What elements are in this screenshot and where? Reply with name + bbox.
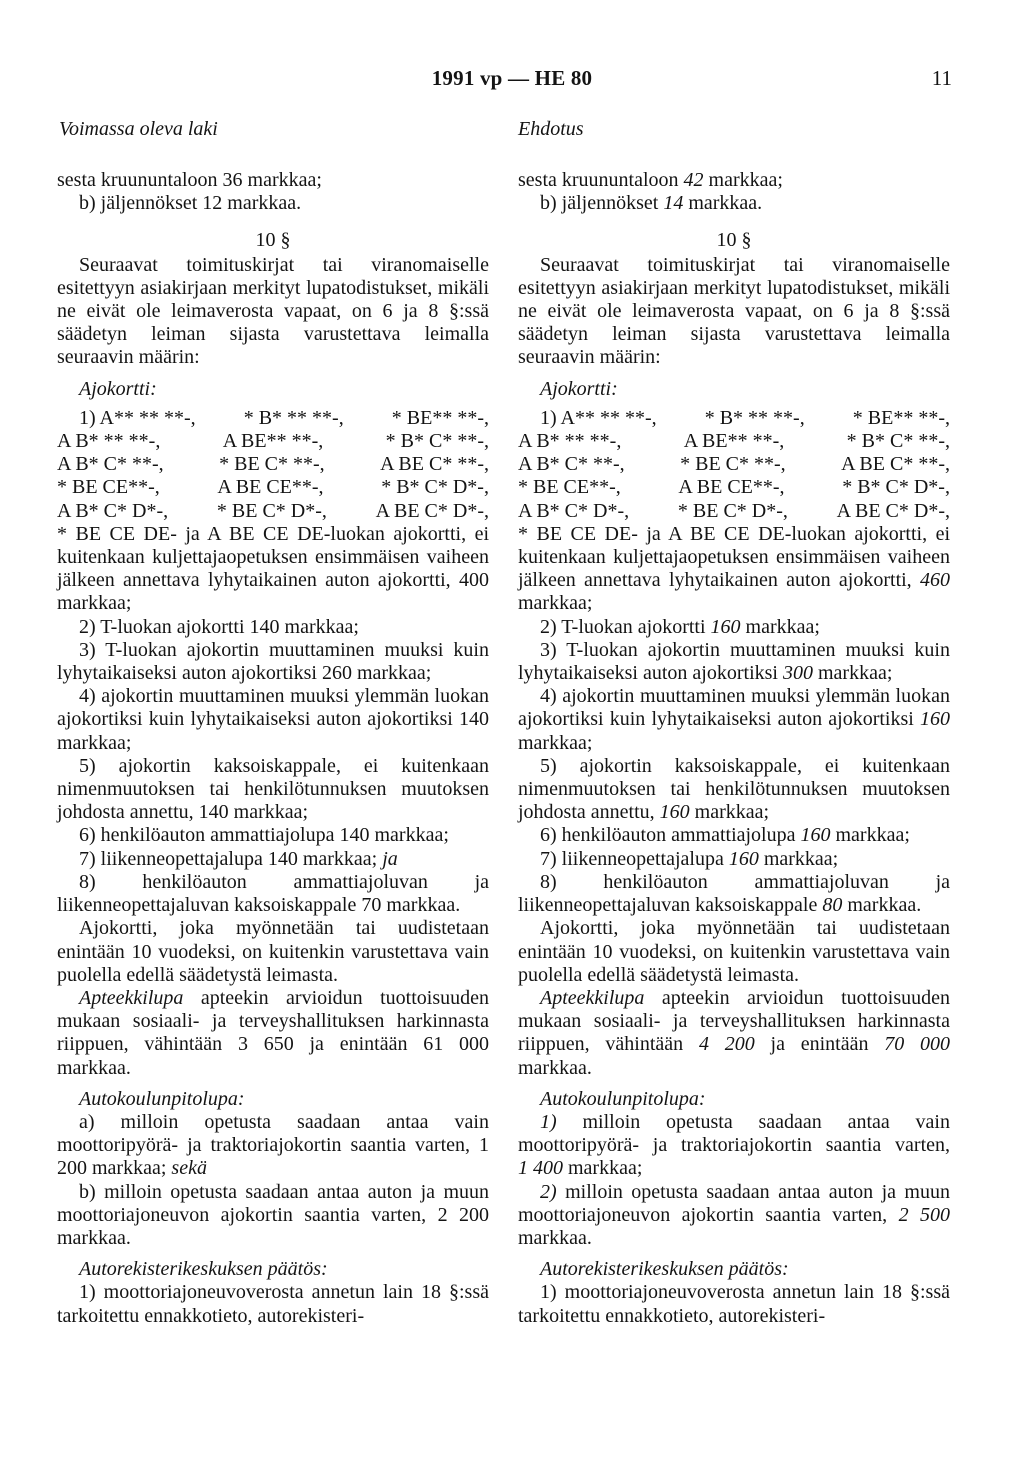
text: sesta kruununtaloon: [518, 169, 684, 191]
column-heading: Voimassa oleva laki: [59, 118, 218, 140]
list-item: [518, 685, 950, 755]
text: markkaa;: [703, 169, 783, 191]
text: milloin opetusta saadaan antaa vain moottoripyörä- ja traktoriajokortin saantia varten,: [518, 1110, 950, 1157]
text: apteekin arvioidun tuottoisuuden mukaan sosiaali- ja terveyshallituksen harkinnasta riippuen, vähintään: [518, 986, 950, 1056]
text: markkaa;: [563, 1157, 643, 1180]
column-heading: Ehdotus: [518, 118, 584, 140]
list-item: 2) T-luokan ajokortti 140 markkaa;: [79, 615, 359, 638]
class-code: * BE C* D*-,: [677, 499, 788, 522]
list-item: b) milloin opetusta saadaan antaa auton ja muun moottoriajoneuvon ajokortin saantia varten, 2 200 markkaa.: [57, 1180, 489, 1249]
class-code: * BE C* **-,: [680, 453, 786, 476]
paragraph: * BE CE DE- ja A BE CE DE-luokan ajokortti, ei kuitenkaan kuljettajaopetuksen ensimmäisen vaiheen jälkeen annettava lyhytaikainen auton ajokortti, 400 markkaa;: [57, 522, 489, 615]
list-item: [518, 639, 950, 685]
class-code: A BE C* **-,: [380, 453, 489, 476]
class-code: * BE** **-,: [391, 406, 489, 429]
paragraph: Ajokortti, joka myönnetään tai uudistetaan enintään 10 vuodeksi, on kuitenkin varustettava vain puolella edellä säädetystä leimasta.: [518, 917, 950, 986]
page-number: 11: [931, 66, 952, 90]
paragraph: [518, 523, 950, 616]
subheading: Autokoulunpitolupa:: [79, 1087, 245, 1110]
class-code: * BE CE**-,: [518, 476, 621, 499]
amended-value: 2 500: [898, 1203, 950, 1226]
text: 6) henkilöauton ammattiajolupa: [540, 824, 801, 847]
list-item: [518, 616, 950, 639]
class-code: * BE CE**-,: [57, 476, 160, 499]
class-row: [518, 453, 950, 476]
text: 3) T-luokan ajokortin muuttaminen muuksi kuin lyhytaikaiseksi auton ajokortiksi: [518, 638, 950, 685]
amended-value: 160: [728, 847, 759, 870]
document-title: 1991 vp — HE 80: [431, 66, 593, 90]
text: 5) ajokortin kaksoiskappale, ei kuitenkaan nimenmuutoksen tai henkilötunnuksen muutoksen johdosta annettu,: [518, 754, 950, 824]
amended-value: 4 200: [698, 1033, 755, 1056]
subheading: Autokoulunpitolupa:: [540, 1087, 706, 1110]
list-item: [57, 848, 489, 871]
class-code: A BE C* D*-,: [375, 499, 489, 522]
text: markkaa.: [518, 1056, 592, 1079]
text: ja enintään: [754, 1033, 885, 1056]
class-code: A BE C* **-,: [841, 453, 950, 476]
text-line: [518, 192, 950, 215]
list-item: 4) ajokortin muuttaminen muuksi ylemmän luokan ajokortiksi kuin lyhytaikaiseksi auton ajokortiksi 140 markkaa;: [57, 685, 489, 754]
paragraph: Seuraavat toimituskirjat tai viranomaiselle esitettyyn asiakirjaan merkityt lupatodistukset, mikäli ne eivät ole leimaverosta vapaat, on 6 ja 8 §:ssä säädetyn leiman sijasta varustettava leimalla seuraavin määrin:: [57, 253, 489, 369]
list-item: 5) ajokortin kaksoiskappale, ei kuitenkaan nimenmuutoksen tai henkilötunnuksen muutoksen johdosta annettu, 140 markkaa;: [57, 754, 489, 824]
class-row: [57, 500, 489, 523]
class-code: * B* C* D*-,: [842, 476, 950, 499]
class-code: * B* ** **-,: [704, 406, 805, 429]
section-heading: 10 §: [255, 229, 291, 252]
amended-value: 1 400: [518, 1157, 563, 1180]
class-code: * B* ** **-,: [243, 406, 344, 429]
class-code: A B* C* D*-,: [518, 499, 630, 522]
class-code: A BE CE**-,: [678, 476, 785, 499]
class-code: A BE** **-,: [222, 430, 324, 453]
list-item: [518, 848, 950, 871]
amended-value: 160: [659, 801, 690, 824]
list-item: 6) henkilöauton ammattiajolupa 140 markkaa;: [79, 824, 449, 847]
text: markkaa;: [758, 847, 839, 870]
class-row: [518, 500, 950, 523]
class-row: [57, 407, 489, 430]
text: markkaa;: [689, 801, 770, 824]
class-code: A B* ** **-,: [57, 430, 161, 453]
text-line: b) jäljennökset 12 markkaa.: [79, 192, 302, 215]
list-item-text: a) milloin opetusta saadaan antaa vain moottoripyörä- ja traktoriajokortin saantia varten, 1 200 markkaa;: [57, 1110, 489, 1180]
paragraph: Ajokortti, joka myönnetään tai uudistetaan enintään 10 vuodeksi, on kuitenkin varustettava vain puolella edellä säädetystä leimasta.: [57, 917, 489, 986]
list-item: [518, 1111, 950, 1181]
subheading: Ajokortti:: [79, 377, 157, 400]
class-row: [57, 453, 489, 476]
term-label: Apteekkilupa: [540, 986, 645, 1009]
list-item-text: 7) liikenneopettajalupa 140 markkaa;: [79, 847, 383, 870]
section-heading: 10 §: [716, 229, 752, 252]
text: markkaa;: [518, 592, 593, 615]
text-line: [518, 169, 950, 192]
class-code: A BE C* D*-,: [836, 499, 950, 522]
item-label: 2): [540, 1180, 557, 1203]
amended-value: 14: [663, 192, 684, 215]
text: 2) T-luokan ajokortti: [540, 615, 711, 638]
text: markkaa;: [830, 824, 910, 847]
text: markkaa;: [740, 615, 820, 638]
class-row: [518, 407, 950, 430]
class-code: A B* ** **-,: [518, 430, 622, 453]
page-header: [0, 66, 1024, 96]
class-code: 1) A** ** **-,: [79, 406, 196, 429]
conjunction: ja: [382, 847, 398, 870]
term-label: Apteekkilupa: [79, 986, 184, 1009]
list-item: [57, 1111, 489, 1181]
text: markkaa;: [518, 731, 593, 754]
text: 4) ajokortin muuttaminen muuksi ylemmän luokan ajokortiksi kuin lyhytaikaiseksi auton ajokortiksi: [518, 685, 950, 731]
amended-value: 42: [683, 169, 704, 191]
column-current-law: [57, 118, 489, 1328]
paragraph: Seuraavat toimituskirjat tai viranomaiselle esitettyyn asiakirjaan merkityt lupatodistukset, mikäli ne eivät ole leimaverosta vapaat, on 6 ja 8 §:ssä säädetyn leiman sijasta varustettava leimalla seuraavin määrin:: [518, 253, 950, 369]
list-item: 1) moottoriajoneuvoverosta annetun lain 18 §:ssä tarkoitettu ennakkotieto, autorekisteri-: [518, 1281, 950, 1327]
list-item: 1) moottoriajoneuvoverosta annetun lain 18 §:ssä tarkoitettu ennakkotieto, autorekisteri-: [57, 1281, 489, 1327]
license-class-list: [518, 407, 950, 523]
text: markkaa.: [518, 1226, 592, 1249]
paragraph: [57, 987, 489, 1080]
text: 8) henkilöauton ammattiajoluvan ja liikenneopettajaluvan kaksoiskappale: [518, 870, 950, 917]
paragraph: [518, 987, 950, 1080]
text: milloin opetusta saadaan antaa auton ja muun moottoriajoneuvon ajokortin saantia varten,: [518, 1180, 950, 1226]
list-item: 8) henkilöauton ammattiajoluvan ja liikenneopettajaluvan kaksoiskappale 70 markkaa.: [57, 870, 489, 917]
text: markkaa.: [683, 192, 763, 215]
class-row: [57, 430, 489, 453]
subheading: Ajokortti:: [540, 377, 618, 400]
amended-value: 300: [782, 662, 813, 685]
class-code: A B* C* **-,: [57, 453, 164, 476]
text: * BE CE DE- ja A BE CE DE-luokan ajokortti, ei kuitenkaan kuljettajaopetuksen ensimmäisen vaiheen jälkeen annettava lyhytaikainen auton ajokortti,: [518, 522, 950, 592]
class-code: A B* C* **-,: [518, 453, 625, 476]
amended-value: 460: [920, 569, 950, 592]
list-item: [518, 824, 950, 847]
class-code: 1) A** ** **-,: [540, 406, 657, 429]
class-code: * BE** **-,: [852, 406, 950, 429]
list-item: [518, 1181, 950, 1251]
class-code: * BE C* **-,: [219, 453, 325, 476]
class-row: [57, 476, 489, 499]
class-row: [518, 476, 950, 499]
class-code: * B* C* **-,: [846, 430, 950, 453]
class-code: A BE** **-,: [683, 430, 785, 453]
amended-value: 160: [920, 708, 950, 731]
text: markkaa;: [812, 662, 893, 685]
list-item: 3) T-luokan ajokortin muuttaminen muuksi kuin lyhytaikaiseksi auton ajokortiksi 260 markkaa;: [57, 638, 489, 685]
text: 7) liikenneopettajalupa: [540, 847, 729, 870]
subheading: Autorekisterikeskuksen päätös:: [79, 1258, 328, 1281]
amended-value: 160: [710, 615, 741, 638]
amended-value: 80: [822, 894, 843, 917]
amended-value: 70 000: [884, 1033, 951, 1056]
paragraph-text: apteekin arvioidun tuottoisuuden mukaan sosiaali- ja terveyshallituksen harkinnasta riippuen, vähintään 3 650 ja enintään 61 000 markkaa.: [57, 986, 489, 1079]
class-code: A BE CE**-,: [217, 476, 324, 499]
column-proposal: [518, 118, 950, 1328]
class-row: [518, 430, 950, 453]
text-line: sesta kruununtaloon 36 markkaa;: [57, 169, 322, 191]
class-code: * B* C* **-,: [385, 430, 489, 453]
text: b) jäljennökset: [540, 192, 664, 215]
amended-value: 160: [800, 824, 831, 847]
license-class-list: [57, 407, 489, 523]
item-label: 1): [540, 1110, 557, 1133]
class-code: A B* C* D*-,: [57, 499, 169, 522]
subheading: Autorekisterikeskuksen päätös:: [540, 1258, 789, 1281]
class-code: * B* C* D*-,: [381, 476, 489, 499]
class-code: * BE C* D*-,: [216, 499, 327, 522]
list-item: [518, 871, 950, 917]
conjunction: sekä: [171, 1157, 207, 1180]
text: markkaa.: [842, 894, 922, 917]
list-item: [518, 755, 950, 825]
